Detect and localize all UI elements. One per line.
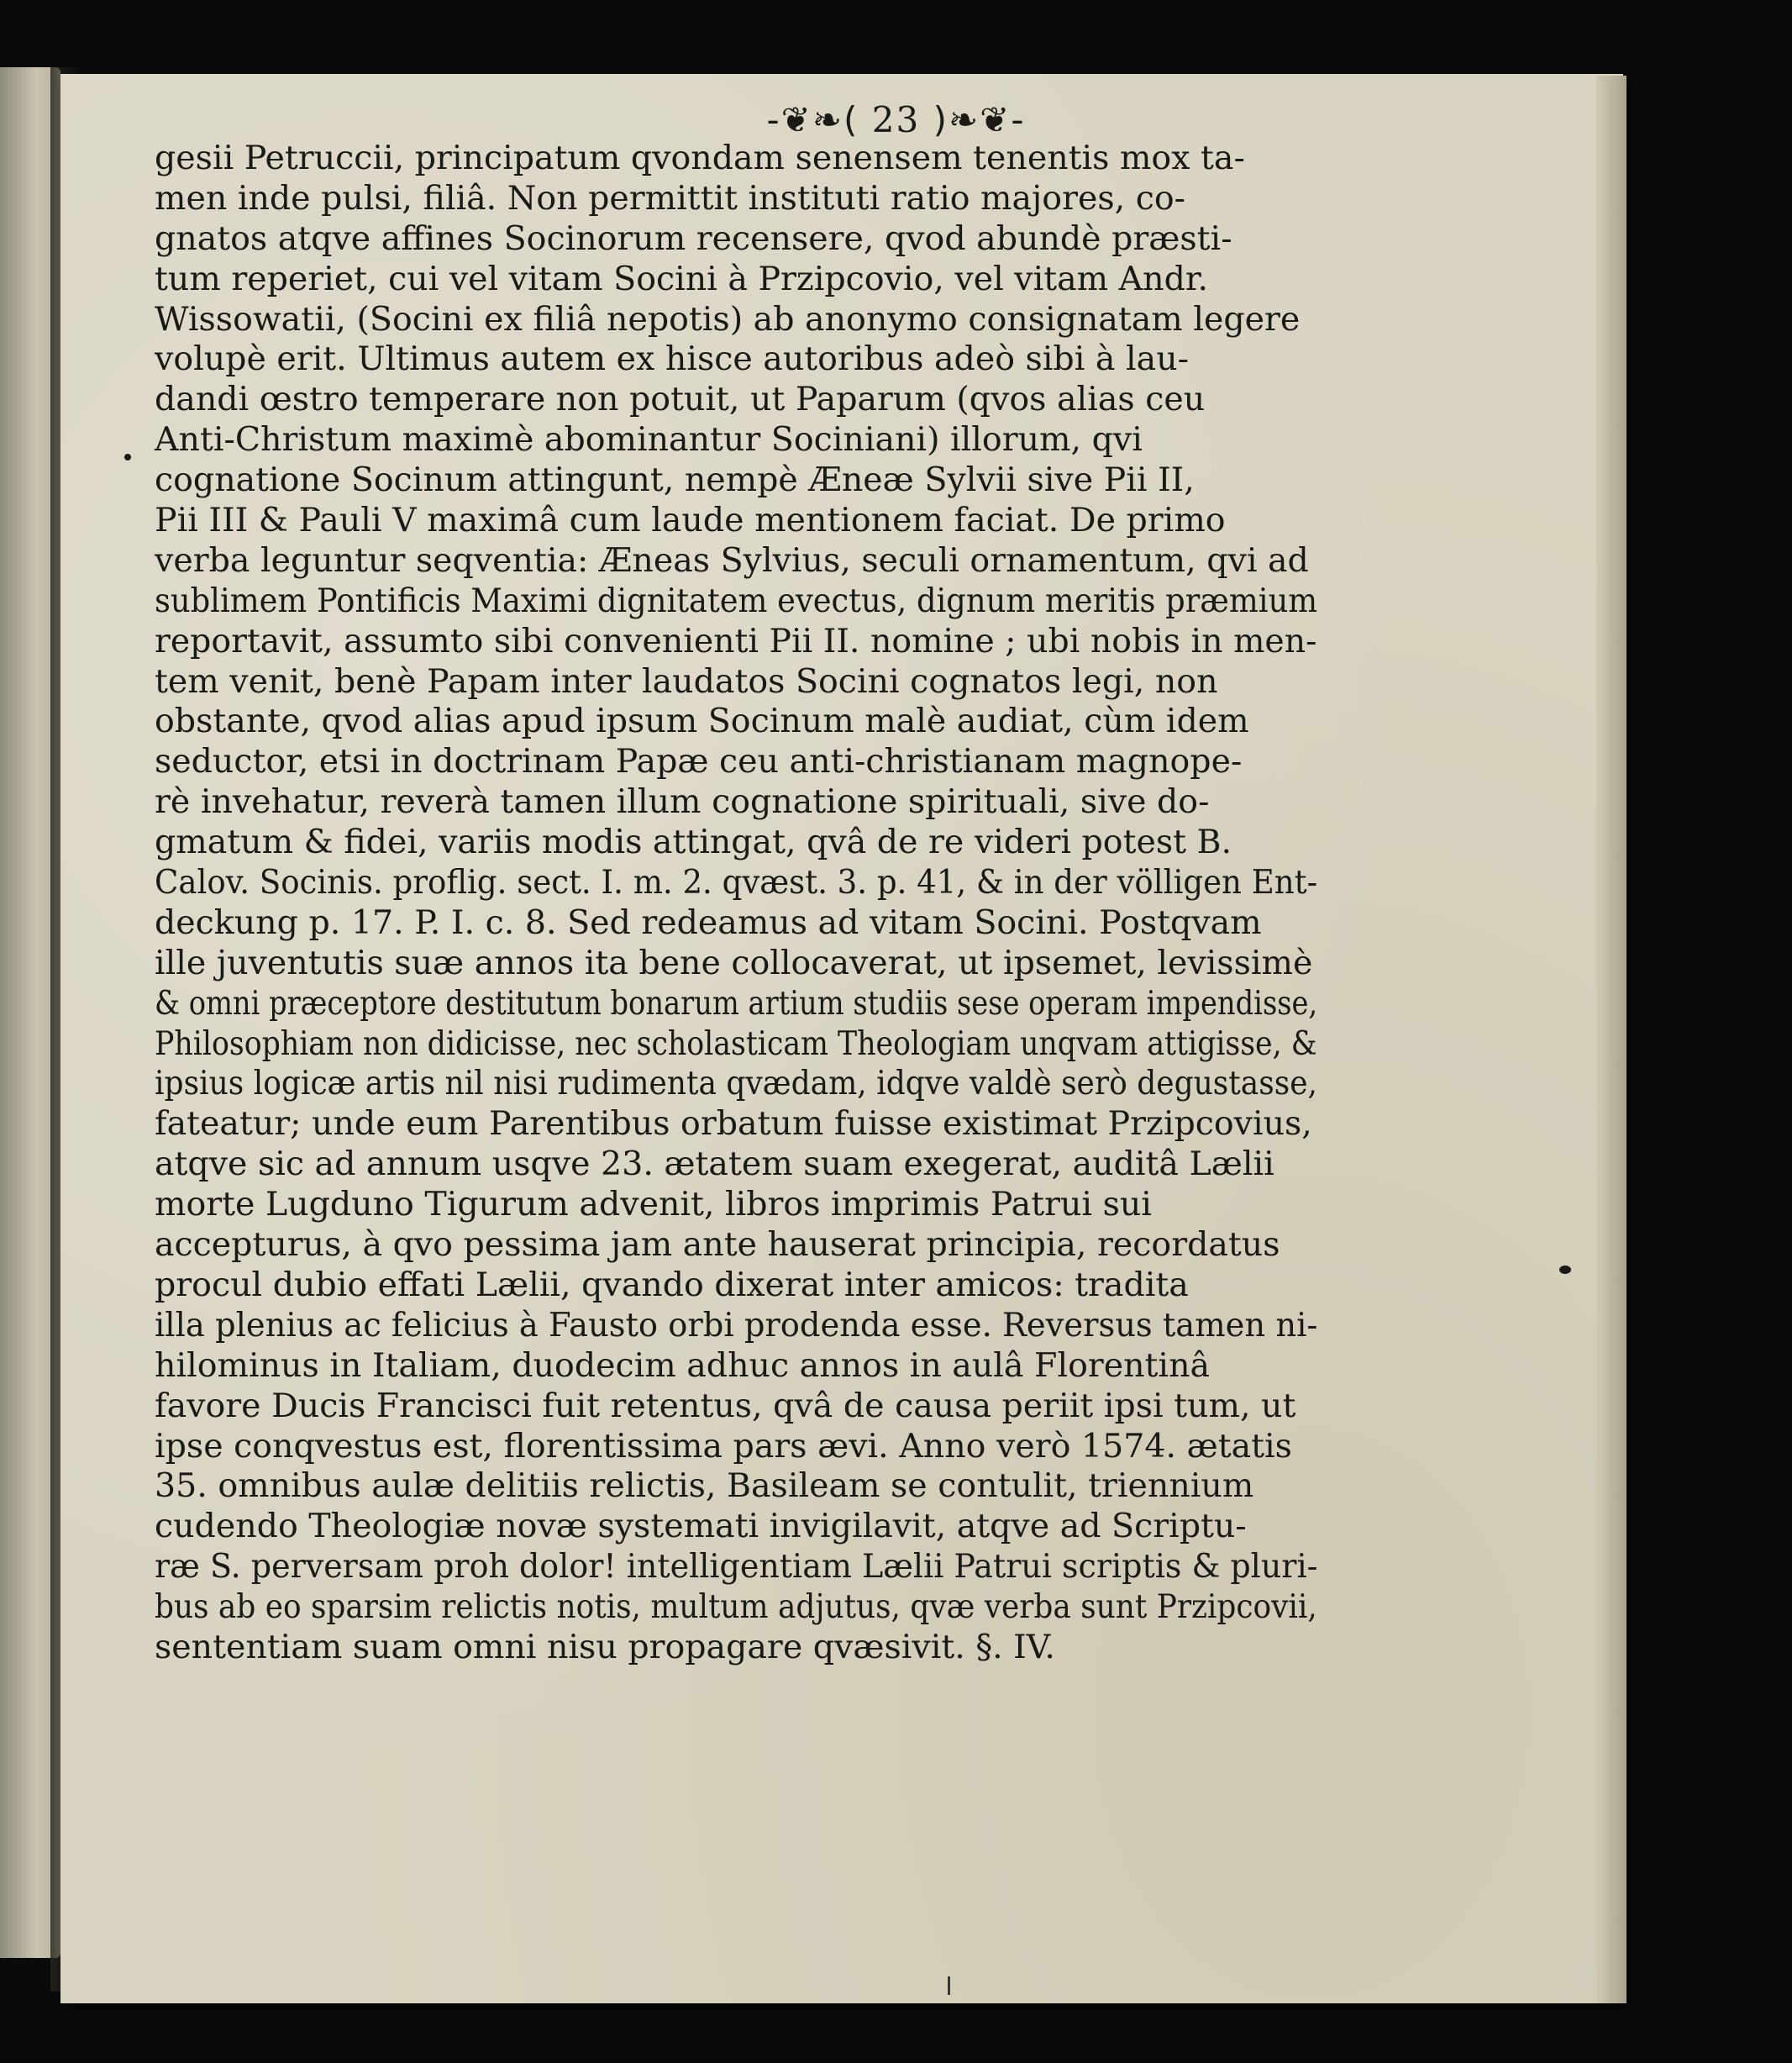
- text-line: ipse conqvestus est, florentissima pars ævi. Anno verò 1574. ætatis: [155, 1426, 1292, 1466]
- text-line: accepturus, à qvo pessima jam ante hauserat principia, recordatus: [155, 1225, 1280, 1265]
- text-line: dandi œstro temperare non potuit, ut Paparum (qvos alias ceu: [155, 380, 1206, 419]
- text-line: Philosophiam non didicisse, nec scholasticam Theologiam unqvam attigisse, &: [155, 1024, 1317, 1063]
- text-line: reportavit, assumto sibi convenienti Pii II. nomine ; ubi nobis in men-: [155, 621, 1317, 660]
- text-line: cognatione Socinum attingunt, nempè Æneæ Sylvii sive Pii II,: [155, 460, 1195, 500]
- text-line: hilominus in Italiam, duodecim adhuc annos in aulâ Florentinâ: [155, 1345, 1211, 1385]
- text-line: & omni præceptore destitutum bonarum artium studiis sese operam impendisse,: [155, 983, 1318, 1023]
- text-line: verba leguntur seqventia: Æneas Sylvius, seculi ornamentum, qvi ad: [155, 540, 1309, 580]
- margin-ink-mark: [1559, 1266, 1571, 1274]
- text-line: gmatum & fidei, variis modis attingat, qvâ de re videri potest B.: [155, 823, 1232, 862]
- text-line: favore Ducis Francisci fuit retentus, qvâ de causa periit ipsi tum, ut: [155, 1386, 1296, 1425]
- text-line: Wissowatii, (Socini ex filiâ nepotis) ab anonymo consignatam legere: [155, 299, 1301, 339]
- text-line: gesii Petruccii, principatum qvondam senensem tenentis mox ta-: [155, 139, 1245, 177]
- text-line: Pii III & Pauli V maximâ cum laude mentionem faciat. De primo: [155, 501, 1226, 540]
- text-line: Anti-Christum maximè abominantur Sociniani) illorum, qvi: [155, 420, 1143, 460]
- text-line: rè invehatur, reverà tamen illum cognatione spirituali, sive do-: [155, 782, 1210, 822]
- text-line: ille juventutis suæ annos ita bene collocaverat, ut ipsemet, levissimè: [155, 943, 1313, 982]
- body-text: [155, 139, 1317, 1668]
- text-line: cudendo Theologiæ novæ systemati invigilavit, atqve ad Scriptu-: [155, 1507, 1247, 1546]
- text-line: morte Lugduno Tigurum advenit, libros imprimis Patrui sui: [155, 1185, 1152, 1224]
- text-line: sublimem Pontificis Maximi dignitatem evectus, dignum meritis præmium: [155, 581, 1318, 620]
- text-line: men inde pulsi, filiâ. Non permittit instituti ratio majores, co-: [155, 178, 1185, 218]
- text-line: tem venit, benè Papam inter laudatos Socini cognatos legi, non: [155, 661, 1218, 701]
- text-line: illa plenius ac felicius à Fausto orbi prodenda esse. Reversus tamen ni-: [155, 1305, 1318, 1345]
- text-line: gnatos atqve affines Socinorum recensere, qvod abundè præsti-: [155, 218, 1232, 258]
- text-line: deckung p. 17. P. I. c. 8. Sed redeamus ad vitam Socini. Postqvam: [155, 903, 1262, 942]
- text-line: ipsius logicæ artis nil nisi rudimenta qvædam, idqve valdè serò degustasse,: [155, 1064, 1317, 1103]
- text-line: ræ S. perversam proh dolor! intelligentiam Lælii Patrui scriptis & pluri-: [155, 1547, 1318, 1587]
- page-number: 23: [871, 99, 921, 140]
- running-head: [0, 99, 1792, 140]
- text-line: procul dubio effati Lælii, qvando dixerat inter amicos: tradita: [155, 1265, 1189, 1304]
- text-line: seductor, etsi in doctrinam Papæ ceu anti-christianam magnope-: [155, 742, 1243, 782]
- head-ornament-right: )❧❦-: [933, 99, 1026, 140]
- text-line: atqve sic ad annum usqve 23. ætatem suam exegerat, auditâ Lælii: [155, 1145, 1274, 1184]
- text-line: tum reperiet, cui vel vitam Socini à Przipcovio, vel vitam Andr.: [155, 259, 1209, 298]
- head-ornament-left: -❦❧(: [766, 99, 859, 140]
- text-line-last: sententiam suam omni nisu propagare qvæsivit. §. IV.: [155, 1627, 1055, 1666]
- page-fore-edge: [1596, 76, 1626, 2003]
- text-line: fateatur; unde eum Parentibus orbatum fuisse existimat Przipcovius,: [155, 1104, 1312, 1144]
- text-line: Calov. Socinis. proflig. sect. I. m. 2. qvæst. 3. p. 41, & in der völligen Ent-: [155, 863, 1318, 903]
- bottom-ink-tick: [948, 1976, 950, 1995]
- text-line: volupè erit. Ultimus autem ex hisce autoribus adeò sibi à lau-: [155, 339, 1189, 379]
- ink-speck: [124, 454, 131, 460]
- text-line: bus ab eo sparsim relictis notis, multum adjutus, qvæ verba sunt Przipcovii,: [155, 1587, 1317, 1627]
- text-line: obstante, qvod alias apud ipsum Socinum malè audiat, cùm idem: [155, 702, 1249, 741]
- text-line: 35. omnibus aulæ delitiis relictis, Basileam se contulit, triennium: [155, 1466, 1254, 1506]
